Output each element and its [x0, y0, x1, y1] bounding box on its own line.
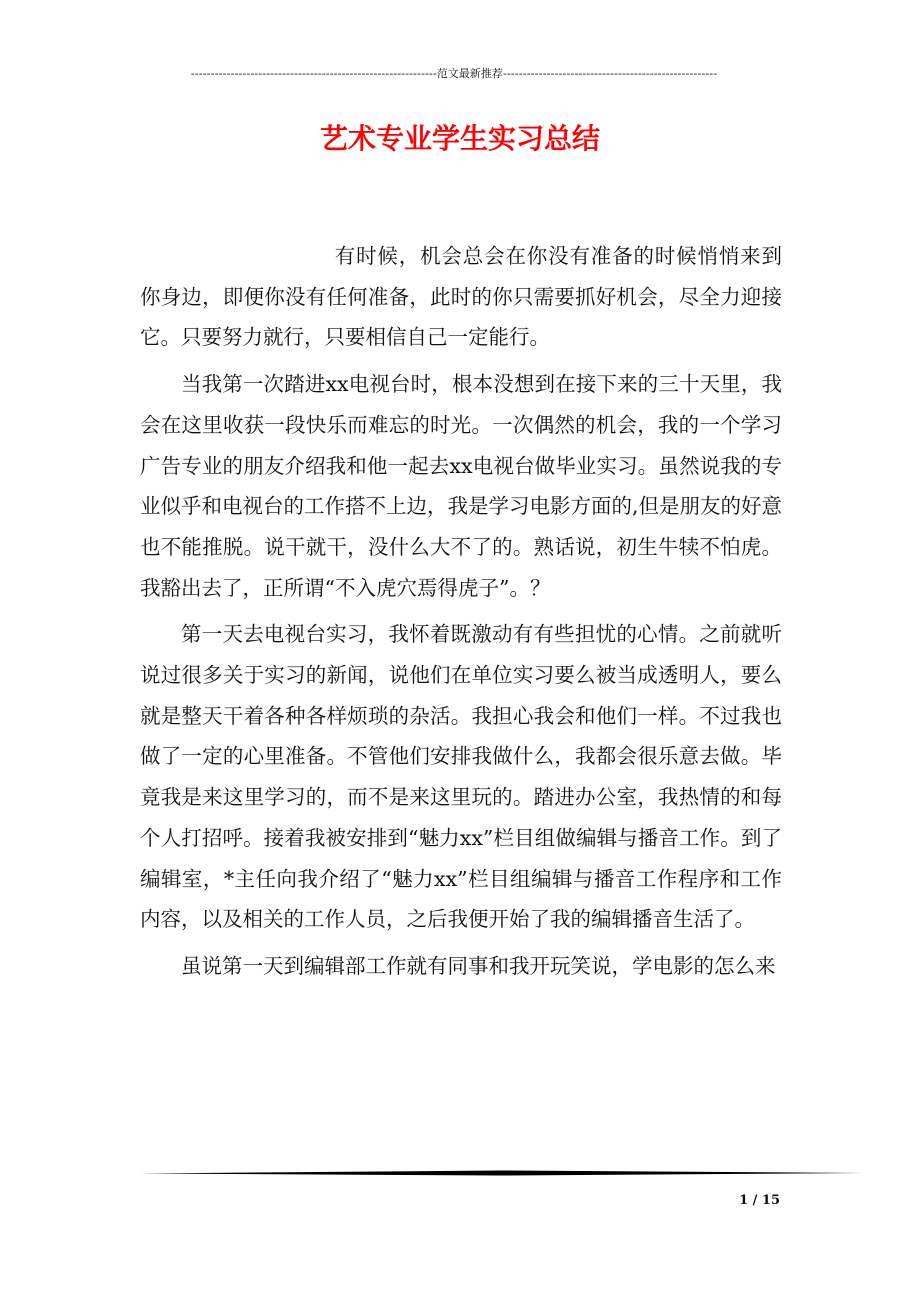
- paragraph-4: 虽说第一天到编辑部工作就有同事和我开玩笑说，学电影的怎么来: [181, 953, 776, 978]
- paragraph-2: 当我第一次踏进xx电视台时，根本没想到在接下来的三十天里，我会在这里收获一段快乐而难忘的时光。一次偶然的机会，我的一个学习广告专业的朋友介绍我和他一起去xx电视台做毕业实习。虽然说我的专业似乎和电视台的工作搭不上边，我是学习电影方面的,但是朋友的好意也不能推脱。说干就干，没什么大不了的。熟话说，初生牛犊不怕虎。我豁出去了，正所谓“不入虎穴焉得虎子”。？: [140, 372, 783, 600]
- document-title: 艺术专业学生实习总结: [319, 122, 600, 155]
- footer-divider: [140, 1170, 864, 1176]
- paragraph-1: 有时候，机会总会在你没有准备的时候悄悄来到你身边，即便你没有任何准备，此时的你只需要抓好机会，尽全力迎接它。只要努力就行，只要相信自己一定能行。: [140, 244, 782, 350]
- page-number: 1 / 15: [739, 1193, 780, 1208]
- paragraph-3: 第一天去电视台实习，我怀着既激动有有些担忧的心情。之前就听说过很多关于实习的新闻，说他们在单位实习要么被当成透明人，要么就是整天干着各种各样烦琐的杂活。我担心我会和他们一样。不过我也做了一定的心里准备。不管他们安排我做什么，我都会很乐意去做。毕竟我是来这里学习的，而不是来这里玩的。踏进办公室，我热情的和每个人打招呼。接着我被安排到“魅力xx”栏目组做编辑与播音工作。到了编辑室，*主任向我介绍了“魅力xx”栏目组编辑与播音工作程序和工作内容，以及相关的工作人员，之后我便开始了我的编辑播音生活了。: [140, 622, 782, 932]
- document-body: [140, 236, 782, 987]
- page-header: --------------------------------------------------------------范文最新推荐------------------------------------------------------: [190, 67, 718, 80]
